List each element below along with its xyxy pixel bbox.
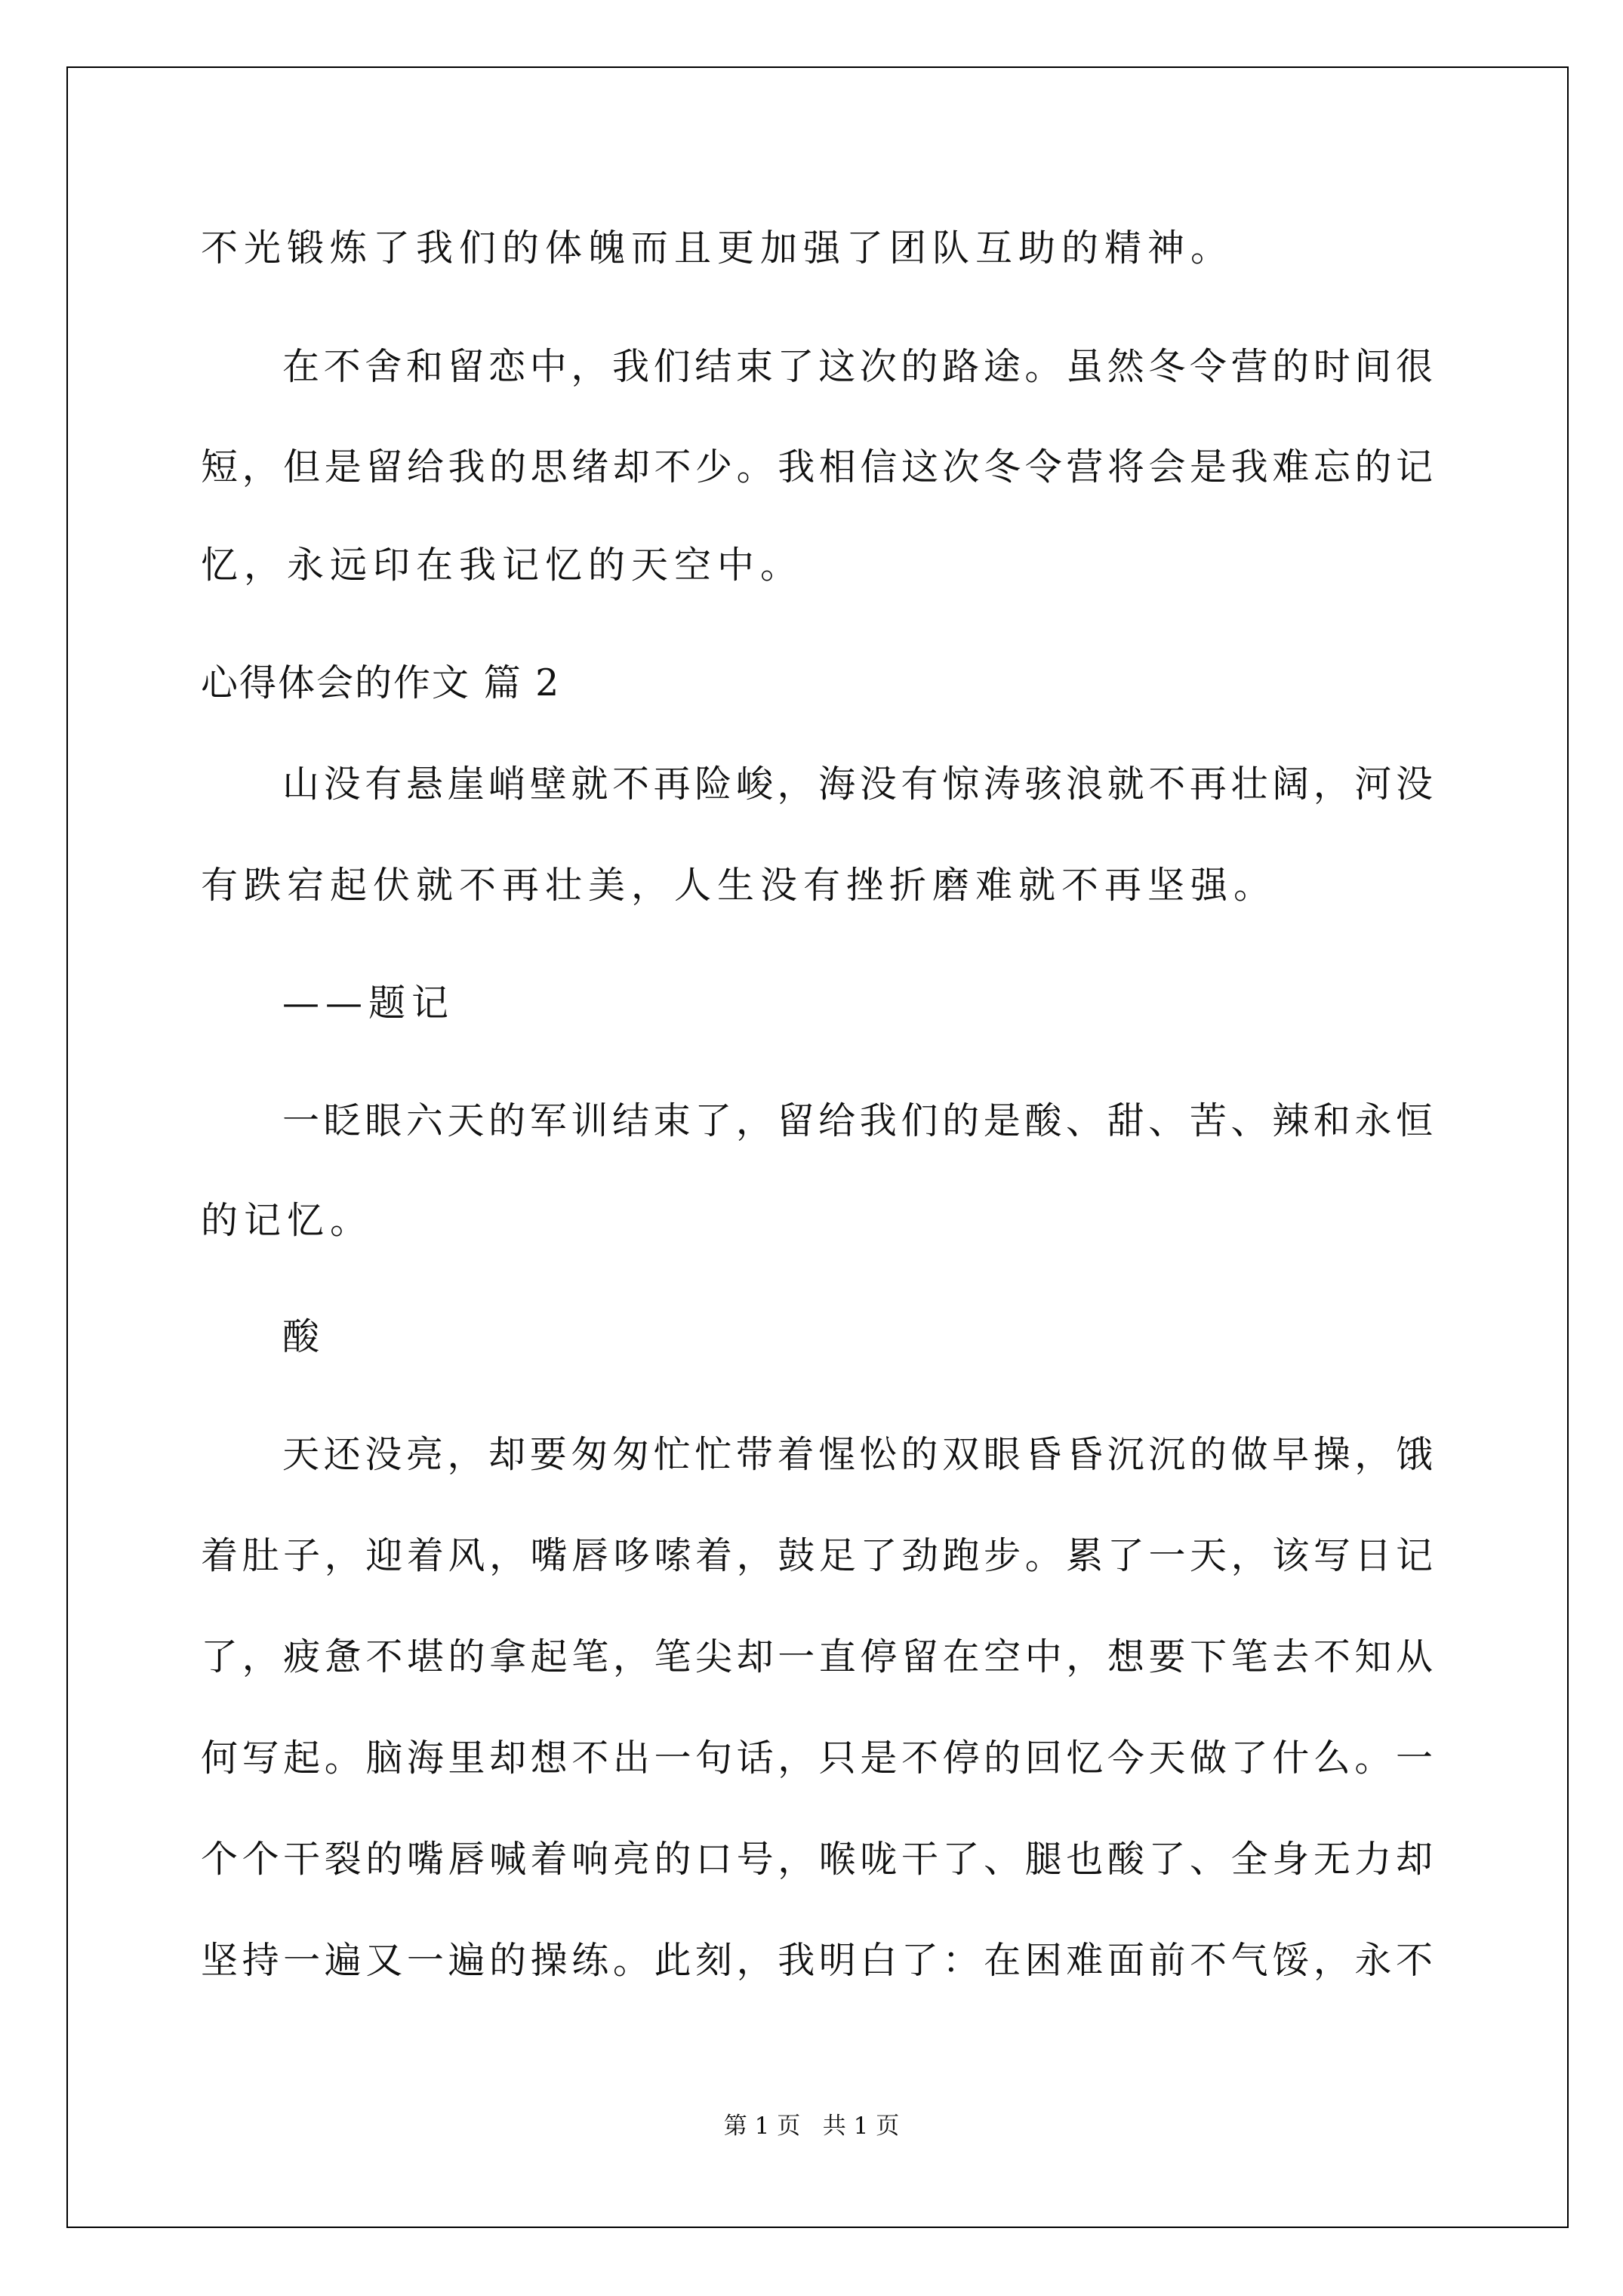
section-heading: 心得体会的作文 篇 2 <box>201 661 561 704</box>
paragraph-line: 的记忆。 <box>201 1199 374 1242</box>
page-number-footer: 第 1 页 共 1 页 <box>723 2113 900 2140</box>
paragraph-line: 山没有悬崖峭壁就不再险峻，海没有惊涛骇浪就不再壮阔，河没 <box>282 763 1433 806</box>
paragraph-line: 个个干裂的嘴唇喊着响亮的口号，喉咙干了、腿也酸了、全身无力却 <box>201 1838 1433 1881</box>
page-border <box>66 66 1569 2228</box>
paragraph-line: 忆，永远印在我记忆的天空中。 <box>201 544 804 587</box>
paragraph-line: 有跌宕起伏就不再壮美，人生没有挫折磨难就不再坚强。 <box>201 864 1277 907</box>
paragraph-line: 坚持一遍又一遍的操练。此刻，我明白了：在困难面前不气馁，永不 <box>201 1939 1433 1982</box>
subsection-heading: 酸 <box>282 1315 326 1358</box>
paragraph-line: 不光锻炼了我们的体魄而且更加强了团队互助的精神。 <box>201 227 1234 270</box>
paragraph-line: 天还没亮，却要匆匆忙忙带着惺忪的双眼昏昏沉沉的做早操，饿 <box>282 1433 1433 1476</box>
paragraph-line: 短，但是留给我的思绪却不少。我相信这次冬令营将会是我难忘的记 <box>201 445 1433 488</box>
epigraph-attribution: ——题记 <box>282 982 455 1025</box>
paragraph-line: 在不舍和留恋中，我们结束了这次的路途。虽然冬令营的时间很 <box>282 345 1433 388</box>
paragraph-line: 着肚子，迎着风，嘴唇哆嗦着，鼓足了劲跑步。累了一天，该写日记 <box>201 1534 1433 1577</box>
paragraph-line: 了，疲惫不堪的拿起笔，笔尖却一直停留在空中，想要下笔去不知从 <box>201 1635 1433 1678</box>
paragraph-line: 何写起。脑海里却想不出一句话，只是不停的回忆今天做了什么。一 <box>201 1737 1433 1780</box>
paragraph-line: 一眨眼六天的军训结束了，留给我们的是酸、甜、苦、辣和永恒 <box>282 1099 1433 1142</box>
